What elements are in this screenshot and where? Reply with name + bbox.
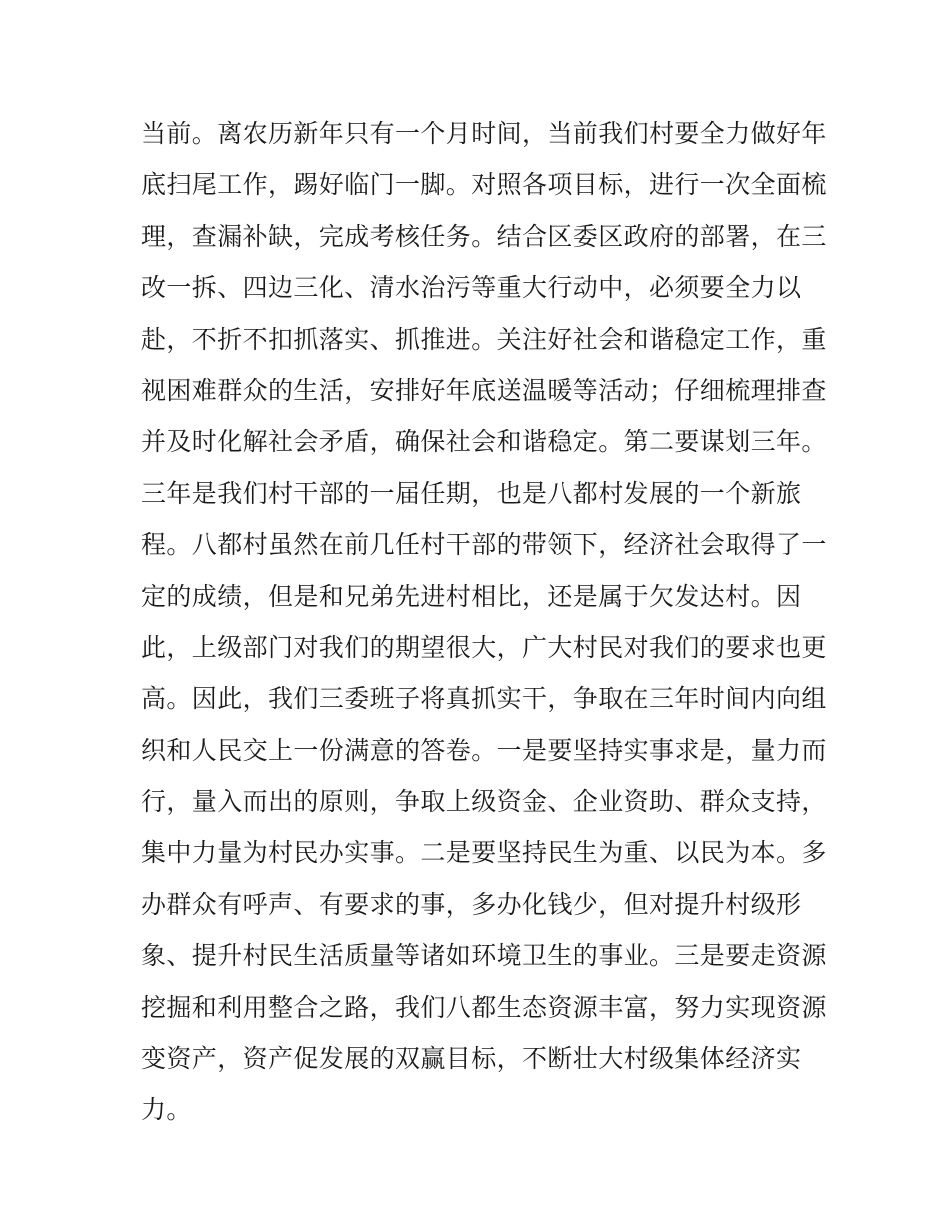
text-line: 理，查漏补缺，完成考核任务。结合区委区政府的部署，在三 — [141, 221, 827, 251]
text-line: 程。八都村虽然在前几任村干部的带领下，经济社会取得了一 — [141, 530, 827, 560]
body-paragraph — [141, 108, 827, 1136]
text-line: 底扫尾工作，踢好临门一脚。对照各项目标，进行一次全面梳 — [141, 170, 827, 200]
text-line: 办群众有呼声、有要求的事，多办化钱少，但对提升村级形 — [141, 889, 802, 919]
text-line: 三年是我们村干部的一届任期，也是八都村发展的一个新旅 — [141, 478, 802, 508]
text-line: 并及时化解社会矛盾，确保社会和谐稳定。第二要谋划三年。 — [141, 427, 827, 457]
text-line: 力。 — [141, 1095, 192, 1125]
text-line: 集中力量为村民办实事。二是要坚持民生为重、以民为本。多 — [141, 838, 827, 868]
text-line: 象、提升村民生活质量等诸如环境卫生的事业。三是要走资源 — [141, 941, 827, 971]
text-line: 变资产，资产促发展的双赢目标，不断壮大村级集体经济实 — [141, 1044, 802, 1074]
text-line: 赴，不折不扣抓落实、抓推进。关注好社会和谐稳定工作，重 — [141, 324, 827, 354]
text-line: 定的成绩，但是和兄弟先进村相比，还是属于欠发达村。因 — [141, 581, 802, 611]
text-line: 织和人民交上一份满意的答卷。一是要坚持实事求是，量力而 — [141, 735, 827, 765]
text-line: 视困难群众的生活，安排好年底送温暖等活动；仔细梳理排查 — [141, 375, 827, 405]
text-line: 挖掘和利用整合之路，我们八都生态资源丰富，努力实现资源 — [141, 992, 827, 1022]
text-line: 此，上级部门对我们的期望很大，广大村民对我们的要求也更 — [141, 632, 827, 662]
text-line: 行，量入而出的原则，争取上级资金、企业资助、群众支持， — [141, 787, 827, 817]
text-line: 改一拆、四边三化、清水治污等重大行动中，必须要全力以 — [141, 273, 802, 303]
text-line: 高。因此，我们三委班子将真抓实干，争取在三年时间内向组 — [141, 684, 827, 714]
text-line: 当前。离农历新年只有一个月时间，当前我们村要全力做好年 — [141, 119, 827, 148]
